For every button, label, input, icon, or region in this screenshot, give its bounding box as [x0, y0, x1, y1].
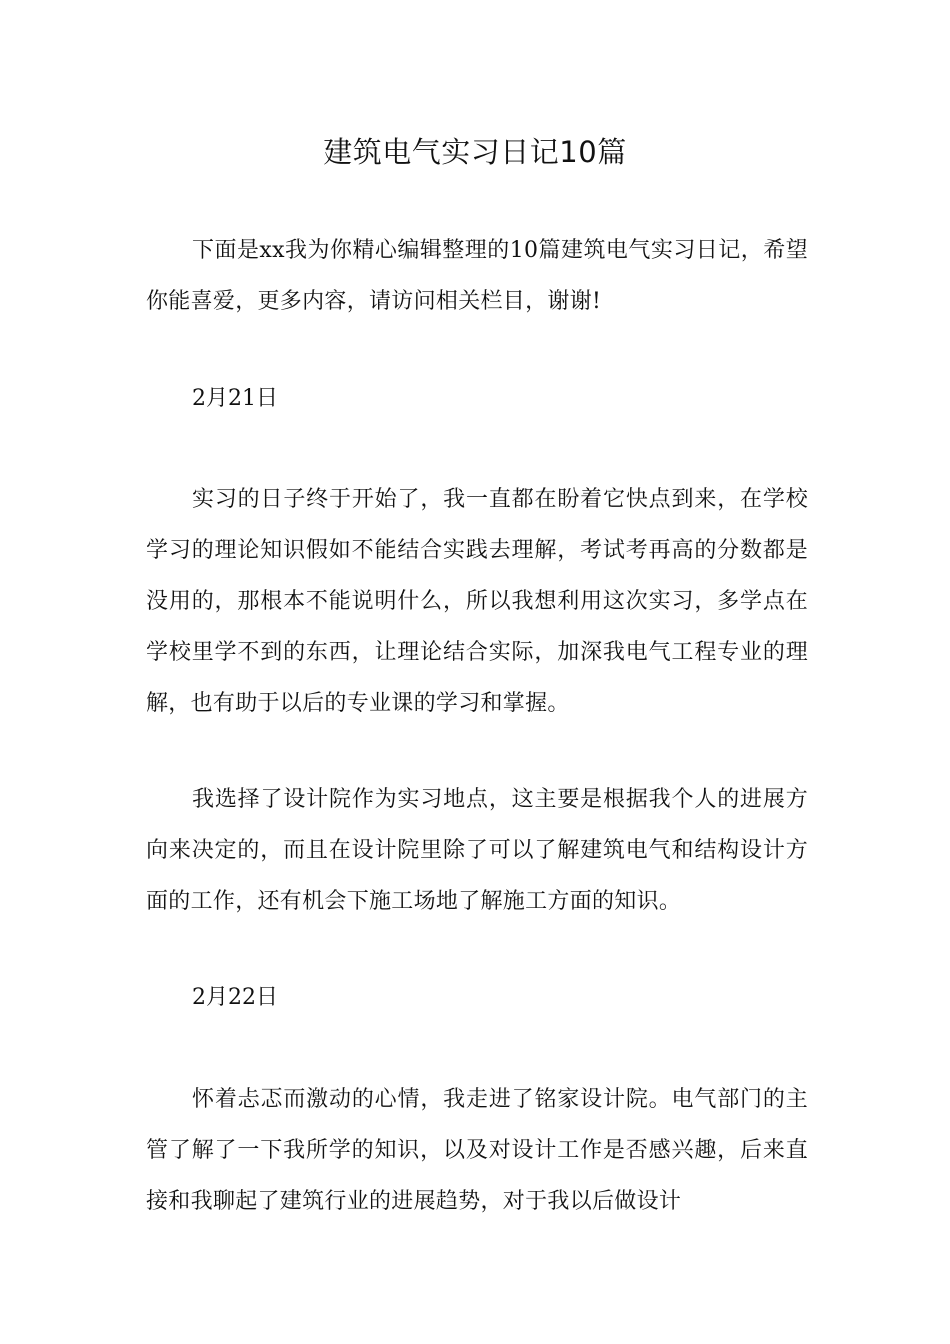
entry-date: 2月22日: [192, 985, 278, 1010]
entry-paragraph: 怀着忐忑而激动的心情，我走进了铭家设计院。电气部门的主管了解了一下我所学的知识，以及对设计工作是否感兴趣，后来直接和我聊起了建筑行业的进展趋势，对于我以后做设计: [146, 1087, 808, 1214]
entry-paragraph: 实习的日子终于开始了，我一直都在盼着它快点到来，在学校学习的理论知识假如不能结合实践去理解，考试考再高的分数都是没用的，那根本不能说明什么，所以我想利用这次实习，多学点在学校里学不到的东西，让理论结合实际，加深我电气工程专业的理解，也有助于以后的专业课的学习和掌握。: [146, 487, 808, 716]
entry-paragraph: 我选择了设计院作为实习地点，这主要是根据我个人的进展方向来决定的，而且在设计院里除了可以了解建筑电气和结构设计方面的工作，还有机会下施工场地了解施工方面的知识。: [146, 787, 808, 914]
entry-date: 2月21日: [192, 386, 278, 411]
intro-paragraph: 下面是xx我为你精心编辑整理的10篇建筑电气实习日记，希望你能喜爱，更多内容，请访问相关栏目，谢谢!: [146, 238, 808, 314]
document-title: 建筑电气实习日记10篇: [323, 135, 627, 169]
